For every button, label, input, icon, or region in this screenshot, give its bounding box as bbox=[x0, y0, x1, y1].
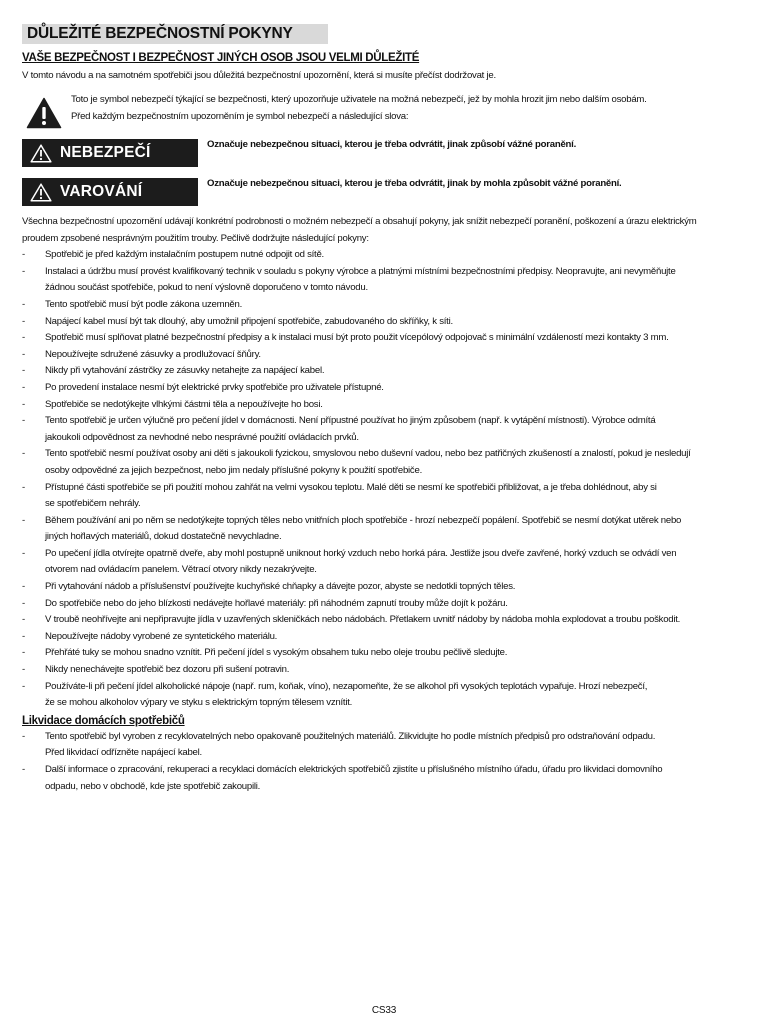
list-bullet: - bbox=[22, 448, 25, 460]
list-item-line: Při vytahování nádob a příslušenství používejte kuchyňské chňapky a dávejte pozor, abyste se nedotkli topných těles. bbox=[45, 581, 516, 593]
symbol-note bbox=[71, 92, 647, 125]
general-paragraph-line: proudem zpsobené nesprávným použitím trouby. Pečlivě dodržujte následující pokyny: bbox=[22, 232, 369, 244]
list-item-line: Spotřebič musí splňovat platné bezpečnostní předpisy a k instalaci musí být proto použit vícepólový odpojovač s minimální vzdáleností mezi kontakty 3 mm. bbox=[45, 332, 669, 344]
list-item bbox=[22, 662, 752, 679]
warning-triangle-icon bbox=[26, 97, 62, 129]
warning-description: Označuje nebezpečnou situaci, kterou je třeba odvrátit, jinak by mohla způsobit vážné poranění. bbox=[207, 178, 622, 189]
list-bullet: - bbox=[22, 730, 25, 742]
list-bullet: - bbox=[22, 265, 25, 277]
list-item-line: Spotřebič je před každým instalačním postupem nutné odpojit od sítě. bbox=[45, 249, 324, 261]
list-item bbox=[22, 629, 752, 646]
list-item bbox=[22, 380, 752, 397]
list-item-line: Po upečení jídla otvírejte opatrně dveře, aby mohl postupně uniknout horký vzduch nebo horká pára. Jestliže jsou dveře zavřené, horký vzduch se odvádí ven bbox=[45, 547, 677, 559]
list-item-line: Během používání ani po něm se nedotýkejte topných těles nebo vnitřních ploch spotřebiče - hrozí nebezpečí popálení. Spotřebič se nesmí dotýkat utěrek nebo bbox=[45, 514, 682, 526]
list-item-line: Spotřebiče se nedotýkejte vlhkými částmi těla a nepoužívejte ho bosi. bbox=[45, 398, 323, 410]
intro-text: V tomto návodu a na samotném spotřebiči jsou důležitá bezpečnostní upozornění, která si musíte přečíst dodržovat je. bbox=[22, 70, 496, 81]
warning-triangle-icon bbox=[30, 144, 52, 163]
list-item-line: otvorem nad ovládacím panelem. Větrací otvory nikdy nezakrývejte. bbox=[45, 564, 317, 576]
safety-instructions bbox=[22, 214, 752, 795]
list-item-line: Nepoužívejte nádoby vyrobené ze syntetického materiálu. bbox=[45, 630, 278, 642]
list-item-line: že se mohou alkoholov výpary ve styku s elektrickým topným tělesem vznítit. bbox=[45, 697, 353, 709]
list-item-line: V troubě neohřívejte ani nepřipravujte jídla v uzavřených skleničkách nebo nádobách. Přetlakem uvnitř nádoby by nádoba mohla explodovat a troubu poškodit. bbox=[45, 614, 681, 626]
list-item bbox=[22, 645, 752, 662]
list-item bbox=[22, 612, 752, 629]
list-item-line: Další informace o zpracování, rekuperaci a recyklaci domácích elektrických spotřebičů zjistíte u příslušného místního úřadu, úřadu pro likvidaci domovního bbox=[45, 764, 663, 775]
danger-description: Označuje nebezpečnou situaci, kterou je třeba odvrátit, jinak způsobí vážné poranění. bbox=[207, 139, 576, 150]
list-item bbox=[22, 579, 752, 596]
list-item bbox=[22, 314, 752, 331]
page-number: CS33 bbox=[371, 1005, 397, 1016]
list-bullet: - bbox=[22, 597, 25, 609]
list-item-line: Přehřáté tuky se mohou snadno vznítit. Při pečení jídel s vysokým obsahem tuku nebo oleje troubu pečlivě sledujte. bbox=[45, 647, 508, 659]
list-bullet: - bbox=[22, 332, 25, 344]
list-item-line: Do spotřebiče nebo do jeho blízkosti nedávejte hořlavé materiály: při náhodném zapnutí trouby může dojít k požáru. bbox=[45, 597, 508, 609]
list-bullet: - bbox=[22, 764, 25, 775]
list-item-line: jiných hořlavých materiálů, dokud dostatečně nevychladne. bbox=[45, 531, 282, 543]
general-paragraph-line: Všechna bezpečnostní upozornění udávají konkrétní podrobnosti o možném nebezpečí a obsahují pokyny, jak snížit nebezpečí poranění, poškození a úrazu elektrickým bbox=[22, 216, 697, 227]
list-item-line: odpadu, nebo v obchodě, kde jste spotřebič zakoupili. bbox=[45, 780, 261, 792]
list-item-line: Přístupné části spotřebiče se při použití mohou zahřát na velmi vysokou teplotu. Malé děti se nesmí ke spotřebiči přibližovat, a je třeba dohlédnout, aby si bbox=[45, 481, 657, 493]
list-item-line: Nikdy při vytahování zástrčky ze zásuvky netahejte za napájecí kabel. bbox=[45, 365, 325, 377]
list-item-line: jakoukoli odpovědnost za nevhodné nebo nesprávné použití ovládacích prvků. bbox=[45, 431, 359, 443]
list-bullet: - bbox=[22, 415, 25, 427]
list-item bbox=[22, 413, 752, 446]
disposal-title: Likvidace domácích spotřebičů bbox=[22, 714, 185, 727]
list-item bbox=[22, 264, 752, 297]
list-item-line: Nikdy nenechávejte spotřebič bez dozoru při sušení potravin. bbox=[45, 664, 290, 676]
list-item-line: Tento spotřebič nesmí používat osoby ani děti s jakoukoli fyzickou, smyslovou nebo duševní vadou, nebo bez patřičných zkušeností a znalostí, pokud je nesledují bbox=[45, 448, 691, 460]
section-title-bar bbox=[22, 24, 328, 44]
list-item-line: Po provedení instalace nesmí být elektrické prvky spotřebiče pro uživatele přístupné. bbox=[45, 381, 384, 393]
list-item bbox=[22, 679, 752, 712]
list-bullet: - bbox=[22, 481, 25, 493]
list-item bbox=[22, 330, 752, 347]
list-item bbox=[22, 397, 752, 414]
list-item-line: Používáte-li při pečení jídel alkoholické nápoje (např. rum, koňak, víno), nezapomeňte, že se alkohol při vysokých teplotách vypařuje. Hrozí nebezpečí, bbox=[45, 680, 648, 692]
list-bullet: - bbox=[22, 647, 25, 659]
list-bullet: - bbox=[22, 664, 25, 676]
symbol-note-line: Toto je symbol nebezpečí týkající se bezpečnosti, který upozorňuje uživatele na možná nebezpečí, jež by mohla hrozit jim nebo dalším osobám. bbox=[71, 94, 647, 105]
symbol-note-line: Před každým bezpečnostním upozorněním je symbol nebezpečí a následující slova: bbox=[71, 110, 409, 122]
list-bullet: - bbox=[22, 547, 25, 559]
list-item bbox=[22, 363, 752, 380]
list-item-line: Před likvidací odřízněte napájecí kabel. bbox=[45, 747, 202, 759]
list-item-line: Instalaci a údržbu musí provést kvalifikovaný technik v souladu s pokyny výrobce a platnými místními bezpečnostními předpisy. Neopravujte, ani nevyměňujte bbox=[45, 265, 676, 277]
danger-label-box bbox=[22, 139, 198, 167]
list-bullet: - bbox=[22, 514, 25, 526]
list-bullet: - bbox=[22, 315, 25, 327]
list-item-line: žádnou součást spotřebiče, pokud to není výslovně doporučeno v tomto návodu. bbox=[45, 282, 368, 294]
list-item-line: Tento spotřebič je určen výlučně pro pečení jídel v domácnosti. Není přípustné používat ho jiným způsobem (např. k vytápění místnosti). Výrobce odmítá bbox=[45, 415, 656, 427]
list-bullet: - bbox=[22, 614, 25, 626]
list-item bbox=[22, 347, 752, 364]
list-bullet: - bbox=[22, 581, 25, 593]
list-item-line: Napájecí kabel musí být tak dlouhý, aby umožnil připojení spotřebiče, zabudovaného do skříňky, k síti. bbox=[45, 315, 453, 327]
list-bullet: - bbox=[22, 249, 25, 261]
list-item-line: Nepoužívejte sdružené zásuvky a prodlužovací šňůry. bbox=[45, 348, 261, 360]
list-bullet: - bbox=[22, 298, 25, 310]
list-item bbox=[22, 446, 752, 479]
general-paragraph bbox=[22, 214, 752, 247]
list-item-line: osoby odpovědné za jejich bezpečnost, nebo jim nedaly příslušné pokyny k použití spotřebiče. bbox=[45, 464, 422, 476]
warning-label-box bbox=[22, 178, 198, 206]
list-item bbox=[22, 596, 752, 613]
list-bullet: - bbox=[22, 381, 25, 393]
list-bullet: - bbox=[22, 348, 25, 360]
list-bullet: - bbox=[22, 630, 25, 642]
list-item bbox=[22, 480, 752, 513]
danger-label: NEBEZPEČÍ bbox=[60, 144, 151, 161]
warning-label: VAROVÁNÍ bbox=[60, 183, 143, 200]
list-bullet: - bbox=[22, 680, 25, 692]
list-item-line: Tento spotřebič byl vyroben z recyklovatelných nebo opakovaně použitelných materiálů. Zlikvidujte ho podle místních předpisů pro odstraňování odpadu. bbox=[45, 730, 656, 742]
list-item-line: se spotřebičem nehrály. bbox=[45, 498, 141, 510]
warning-triangle-icon bbox=[30, 183, 52, 202]
list-item-line: Tento spotřebič musí být podle zákona uzemněn. bbox=[45, 298, 243, 310]
list-item bbox=[22, 513, 752, 546]
safety-list bbox=[22, 247, 752, 712]
list-bullet: - bbox=[22, 398, 25, 410]
list-bullet: - bbox=[22, 365, 25, 377]
list-item bbox=[22, 762, 752, 795]
list-item bbox=[22, 546, 752, 579]
disposal-list bbox=[22, 729, 752, 795]
list-item bbox=[22, 729, 752, 762]
page-title: DŮLEŽITÉ BEZPEČNOSTNÍ POKYNY bbox=[27, 25, 293, 42]
list-item bbox=[22, 247, 752, 264]
subtitle: VAŠE BEZPEČNOST I BEZPEČNOST JINÝCH OSOB JSOU VELMI DŮLEŽITÉ bbox=[22, 52, 420, 64]
list-item bbox=[22, 297, 752, 314]
